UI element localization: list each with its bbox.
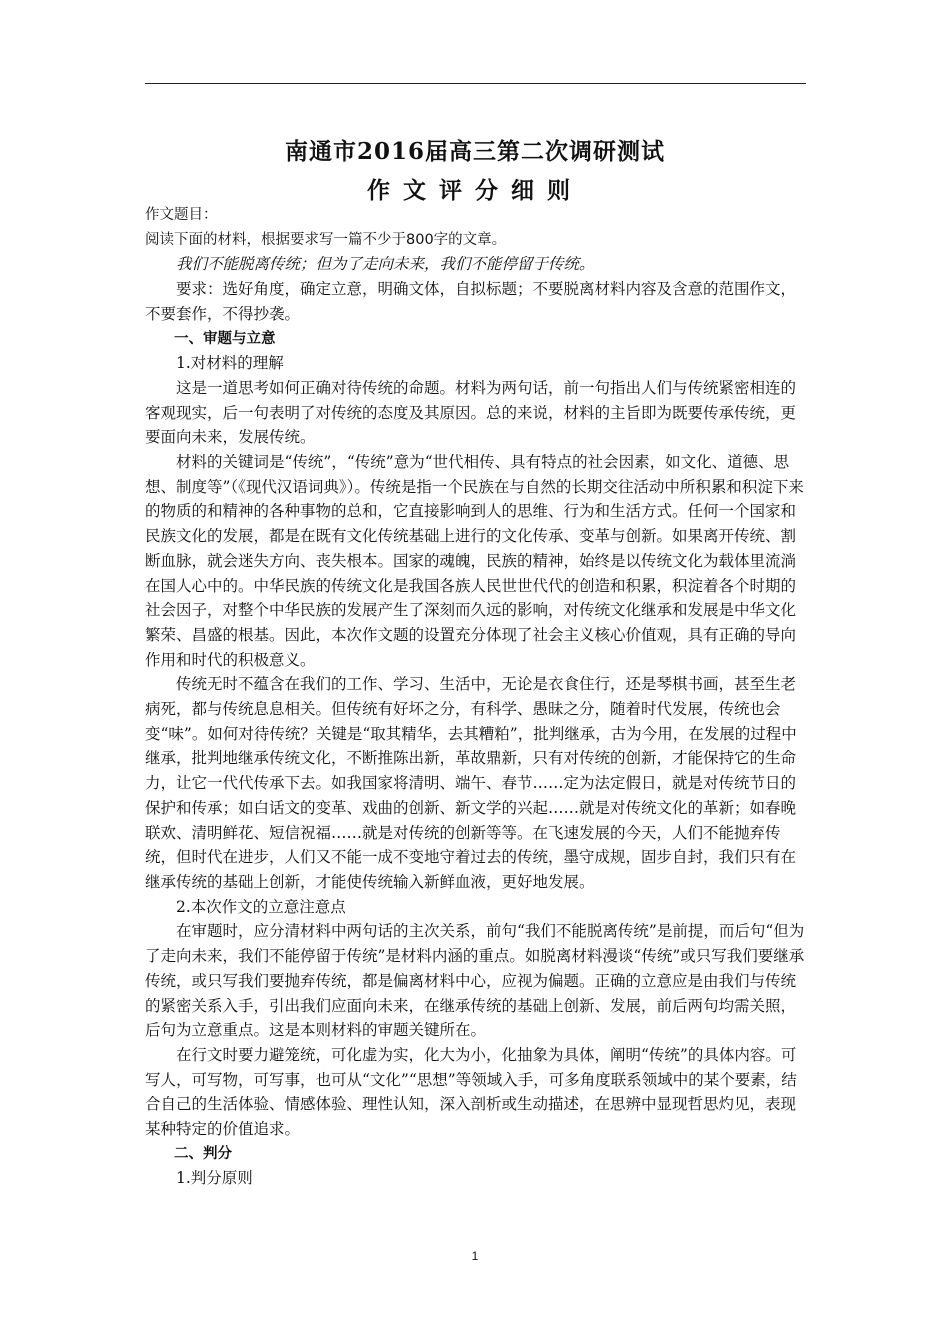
document-title: 南通市2016届高三第二次调研测试	[284, 138, 665, 165]
page-number: 1	[471, 1249, 479, 1263]
paragraph-3: 传统无时不蕴含在我们的工作、学习、生活中，无论是衣食住行，还是琴棋书画，甚至生老病死，都与传统息息相关。但传统有好坏之分，有科学、愚昧之分，随着时代发展，传统也会变“味”。如何对待传统？关键是“取其精华，去其糟粕”，批判继承，古为今用，在发展的过程中继承，批判地继承传统文化，不断推陈出新，革故鼎新，只有对传统的创新，才能保持它的生命力，让它一代代传承下去。如我国家将清明、端午、春节……定为法定假日，就是对传统节日的保护和传承；如白话文的变革、戏曲的创新、新文学的兴起……就是对传统文化的革新；如春晚联欢、清明鲜花、短信祝福……就是对传统的创新等等。在飞速发展的今天，人们不能抛弃传统，但时代在进步，人们又不能一成不变地守着过去的传统，墨守成规，固步自封，我们只有在继承传统的基础上创新，才能使传统输入新鲜血液，更好地发展。	[145, 675, 797, 891]
header-rule	[145, 83, 806, 84]
prompt-requirements: 要求：选好角度，确定立意，明确文体，自拟标题；不要脱离材料内容及含意的范围作文，不要套作，不得抄袭。	[145, 280, 797, 323]
section-heading-2: 二、判分	[174, 1145, 232, 1162]
prompt-heading: 作文题目：	[145, 207, 218, 223]
subsection-heading-1: 1.对材料的理解	[176, 354, 284, 373]
paragraph-5: 在行文时要力避笼统，可化虚为实，化大为小，化抽象为具体，阐明“传统”的具体内容。可写人，可写物，可写事，也可从“文化”“思想”等领域入手，可多角度联系领域中的某个要素，结合自己的生活体验、情感体验、理性认知，深入剖析或生动描述，在思辨中显现哲思灼见，表现某种特定的价值追求。	[145, 1045, 797, 1139]
document-body	[145, 203, 806, 1191]
subsection-heading-2: 2.本次作文的立意注意点	[176, 897, 346, 916]
section-heading-1: 一、审题与立意	[174, 330, 276, 347]
document-subtitle: 作文评分细则	[367, 177, 583, 204]
prompt-material: 我们不能脱离传统；但为了走向未来，我们不能停留于传统。	[176, 255, 595, 274]
paragraph-4: 在审题时，应分清材料中两句话的主次关系，前句“我们不能脱离传统”是前提，而后句“但为了走向未来，我们不能停留于传统”是材料内涵的重点。如脱离材料漫谈“传统”或只写我们要继承传统，或只写我们要抛弃传统，都是偏离材料中心，应视为偏题。正确的立意应是由我们与传统的紧密关系入手，引出我们应面向未来，在继承传统的基础上创新、发展，前后两句均需关照，后句为立意重点。这是本则材料的审题关键所在。	[145, 922, 805, 1040]
subsection-heading-3: 1.判分原则	[176, 1169, 253, 1188]
paragraph-1: 这是一道思考如何正确对待传统的命题。材料为两句话，前一句指出人们与传统紧密相连的客观现实，后一句表明了对传统的态度及其原因。总的来说，材料的主旨即为既要传承传统，更要面向未来，发展传统。	[145, 378, 797, 447]
prompt-intro: 阅读下面的材料，根据要求写一篇不少于800字的文章。	[145, 231, 507, 248]
paragraph-2: 材料的关键词是“传统”，“传统”意为“世代相传、具有特点的社会因素，如文化、道德、思想、制度等”（《现代汉语词典》）。传统是指一个民族在与自然的长期交往活动中所积累和积淀下来的物质的和精神的各种事物的总和，它直接影响到人的思维、行为和生活方式。任何一个国家和民族文化的发展，都是在既有文化传统基础上进行的文化传承、变革与创新。如果离开传统、割断血脉，就会迷失方向、丧失根本。国家的魂魄，民族的精神，始终是以传统文化为载体里流淌在国人心中的。中华民族的传统文化是我国各族人民世世代代的创造和积累，积淀着各个时期的社会因子，对整个中华民族的发展产生了深刻而久远的影响，对传统文化继承和发展是中华文化繁荣、昌盛的根基。因此，本次作文题的设置充分体现了社会主义核心价值观，具有正确的导向作用和时代的积极意义。	[145, 453, 804, 669]
